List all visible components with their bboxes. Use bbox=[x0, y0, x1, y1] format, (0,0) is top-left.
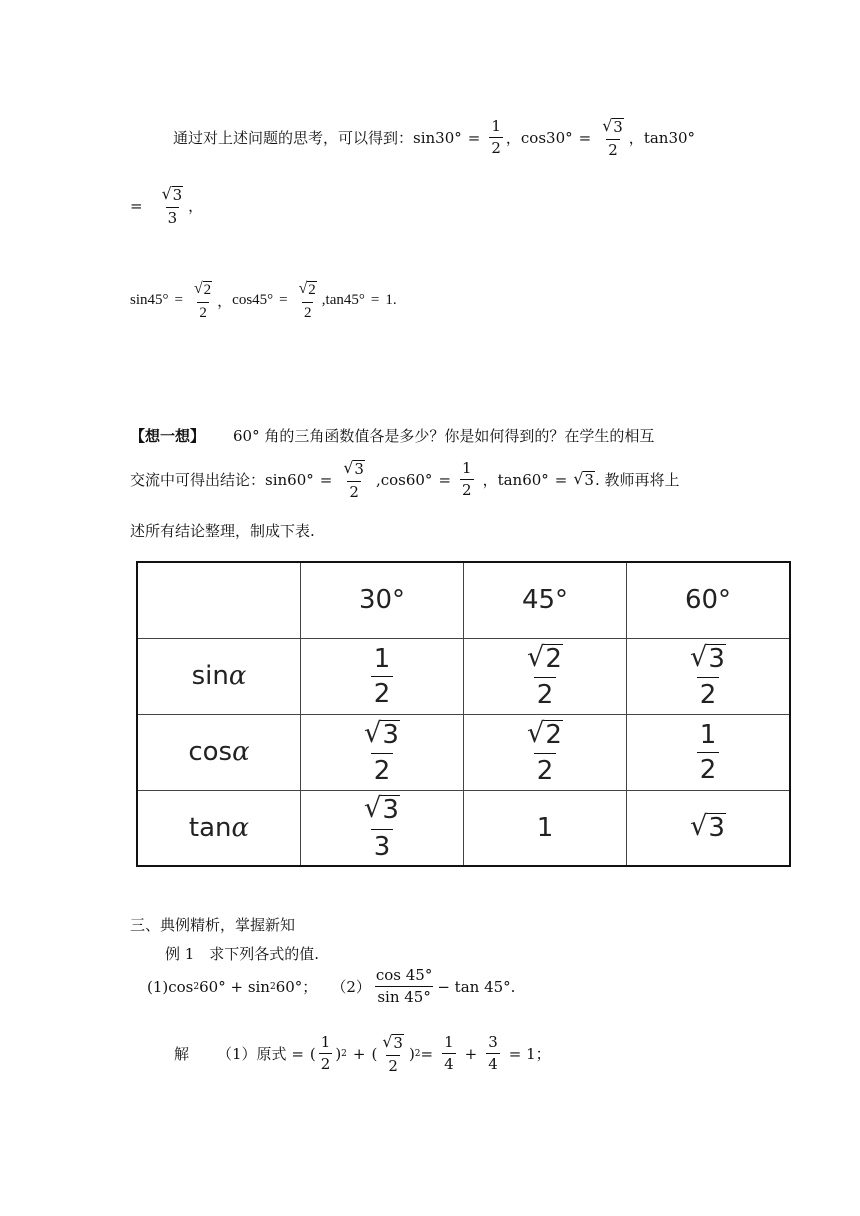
fraction-half: $\frac{1}{2}$ bbox=[491, 117, 501, 158]
example-questions: (1)cos 2 60° + sin 2 60°； （2） $\frac{\cos 45^\circ}{\sin 45^\circ}$ − tan 45°. bbox=[147, 966, 516, 1006]
table-header-empty bbox=[137, 562, 301, 638]
equals: = bbox=[467, 128, 481, 147]
row-label-sin: sinα bbox=[137, 638, 301, 714]
think-text-3: 述所有结论整理，制成下表. bbox=[130, 522, 315, 540]
equals: = bbox=[130, 196, 143, 215]
think-text-2-pre: 交流中可得出结论： bbox=[130, 471, 266, 490]
equals: = bbox=[578, 128, 592, 147]
think-text-1: 60° 角的三角函数值各是多少？你是如何得到的？在学生的相互 bbox=[233, 427, 655, 445]
cos30-label: cos30° bbox=[520, 128, 573, 147]
fraction-three-quarters: $\frac{3}{4}$ bbox=[488, 1033, 498, 1074]
fraction-sqrt3-over-2: √ 3 2 bbox=[382, 1032, 403, 1075]
tan-45: 1 bbox=[464, 790, 627, 866]
solution-line: 解 （1）原式 = ( $\frac{1}{2}$ ) 2 + ( √ 3 2 ) 2 = $\frac{1}{4}$ + $\frac{3}{4}$ = 1； bbox=[174, 1032, 551, 1075]
cos-45: √ 2 2 bbox=[464, 714, 627, 790]
comma: ， bbox=[505, 129, 521, 148]
table-header-row bbox=[137, 562, 790, 638]
table-header-60: 60° bbox=[627, 562, 791, 638]
tan-30: √ 3 3 bbox=[301, 790, 464, 866]
tan30-value-line bbox=[130, 186, 203, 226]
fraction-sqrt2-over-2: √ 2 2 bbox=[298, 280, 316, 321]
table-header-30: 30° bbox=[301, 562, 464, 638]
sqrt3: √ 3 bbox=[573, 469, 594, 489]
sin-30: $\frac{1}{2}$ bbox=[301, 638, 464, 714]
sin-60: √ 3 2 bbox=[627, 638, 791, 714]
cos45-label: cos45° bbox=[232, 292, 274, 309]
sin60-label: sin60° bbox=[265, 470, 314, 489]
row-label-tan: tanα bbox=[137, 790, 301, 866]
fraction-half: $\frac{1}{2}$ bbox=[462, 459, 472, 500]
fraction-sqrt2-over-2: √ 2 2 bbox=[193, 280, 212, 321]
example-label: 例 1 求下列各式的值. bbox=[165, 945, 320, 963]
tan45-label: tan45° bbox=[325, 292, 365, 309]
cos-30: √ 3 2 bbox=[301, 714, 464, 790]
table-row bbox=[137, 790, 790, 866]
comma: ， bbox=[628, 129, 644, 148]
row-label-cos: cosα bbox=[137, 714, 301, 790]
sin45-label: sin45° bbox=[130, 292, 169, 309]
fraction-sqrt3-over-2: √ 3 2 bbox=[602, 116, 623, 159]
comma: ， bbox=[188, 197, 204, 216]
cos60-label: cos60° bbox=[380, 470, 433, 489]
table-header-45: 45° bbox=[464, 562, 627, 638]
table-row bbox=[137, 714, 790, 790]
intro-text: 通过对上述问题的思考，可以得到： bbox=[173, 129, 414, 148]
cos-60: $\frac{1}{2}$ bbox=[627, 714, 791, 790]
tan-60: √ 3 bbox=[627, 790, 791, 866]
table-row bbox=[137, 638, 790, 714]
fraction-half: $\frac{1}{2}$ bbox=[320, 1033, 331, 1074]
fraction-sqrt3-over-2: √ 3 2 bbox=[343, 458, 364, 501]
think-text-2-post: . 教师再将上 bbox=[594, 471, 680, 490]
tan60-label: tan60° bbox=[497, 470, 549, 489]
section-heading: 三、典例精析，掌握新知 bbox=[130, 916, 296, 934]
think-line-3 bbox=[130, 520, 315, 541]
fraction-quarter: $\frac{1}{4}$ bbox=[444, 1033, 454, 1074]
tan30-label: tan30° bbox=[643, 128, 696, 147]
fraction-cos45-over-sin45: $\frac{\cos 45^\circ}{\sin 45^\circ}$ bbox=[375, 966, 433, 1006]
fraction-sqrt3-over-3: √ 3 3 bbox=[161, 184, 183, 227]
line-45: sin45° = √ 2 2 ， cos45° = √ 2 2 , tan45° = 1. bbox=[130, 280, 397, 321]
think-line-1 bbox=[130, 425, 654, 446]
sin30-label: sin30° bbox=[413, 128, 462, 147]
sin-45: √ 2 2 bbox=[464, 638, 627, 714]
trig-values-table bbox=[136, 561, 791, 867]
tan45-value: 1. bbox=[385, 292, 397, 309]
think-line-2: 交流中可得出结论： sin60° = √ 3 2 , cos60° = $\frac{1}{2}$ ， tan60° = √ 3 . 教师再将上 bbox=[130, 458, 680, 501]
intro-line bbox=[173, 118, 695, 158]
think-tag: 【想一想】 bbox=[130, 427, 206, 445]
